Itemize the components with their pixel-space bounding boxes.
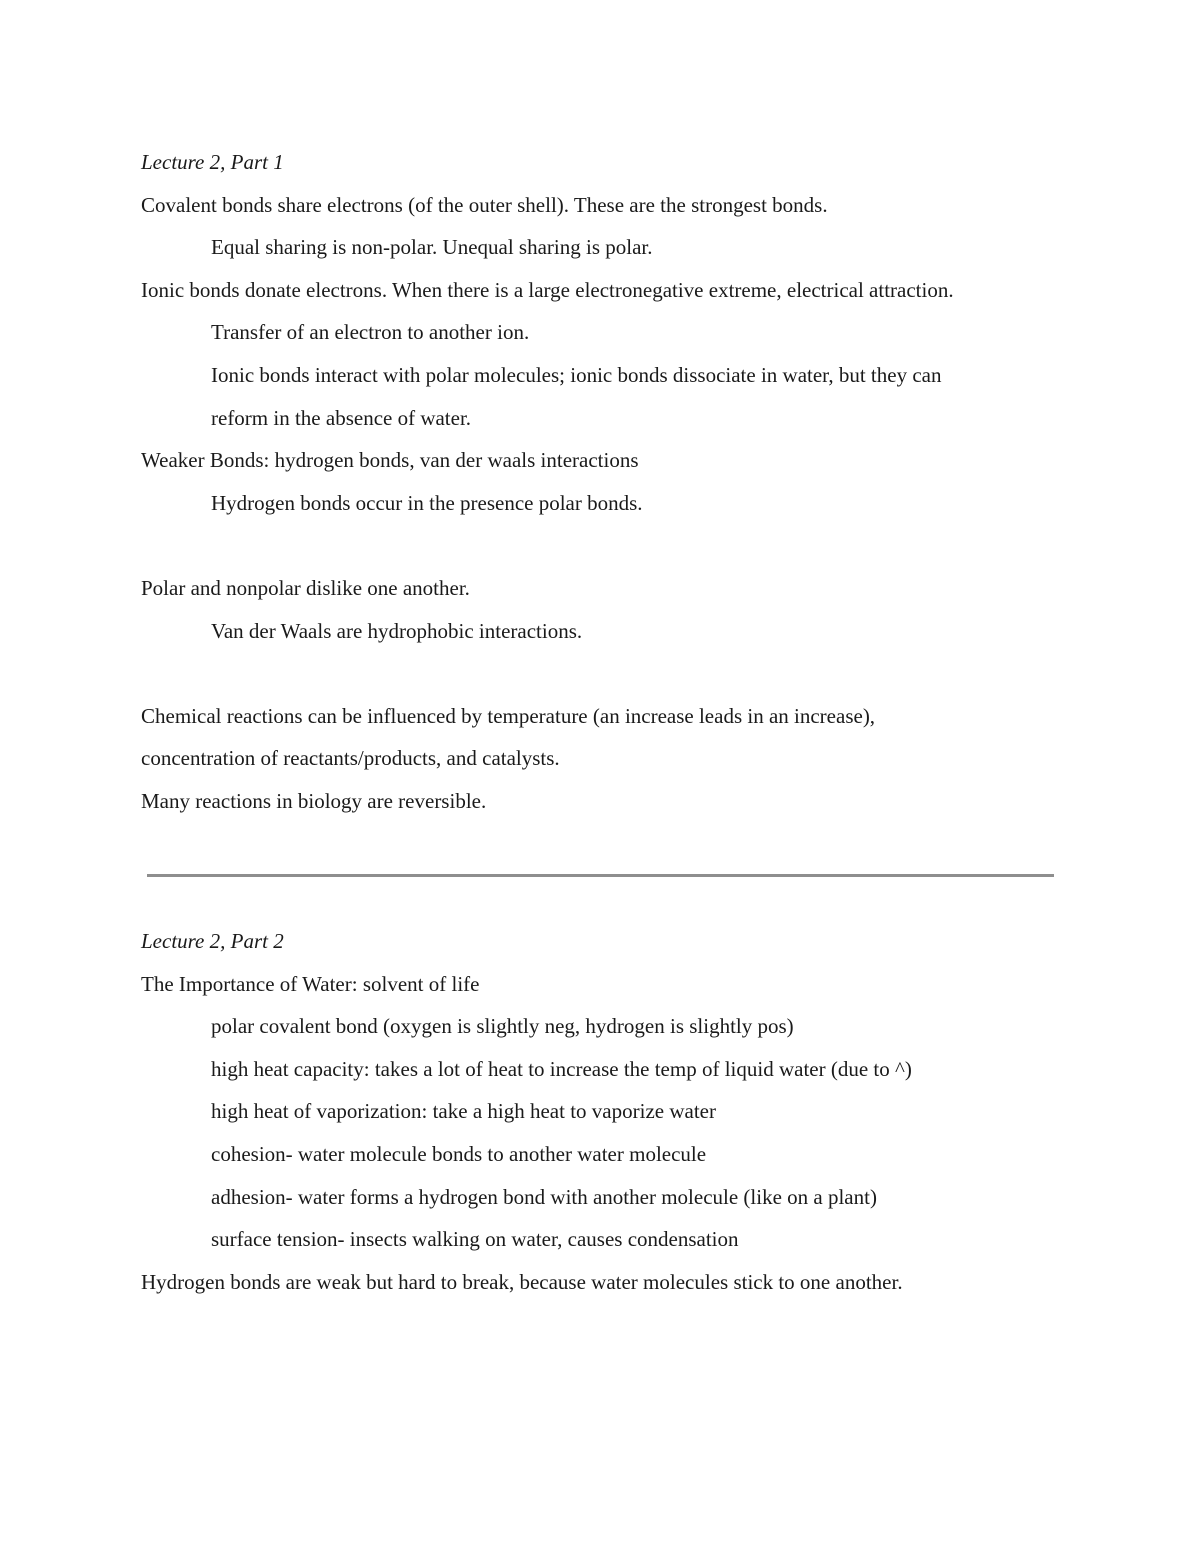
- text-line: Polar and nonpolar dislike one another.: [141, 575, 470, 600]
- section-heading: Lecture 2, Part 1: [141, 150, 284, 174]
- section-heading: Lecture 2, Part 2: [141, 929, 284, 953]
- indented-text-line: surface tension- insects walking on water, causes condensation: [211, 1227, 739, 1252]
- text-line: concentration of reactants/products, and catalysts.: [141, 746, 560, 771]
- text-line: Chemical reactions can be influenced by temperature (an increase leads in an increase),: [141, 703, 876, 728]
- lecture-2-part-2-section: [141, 920, 1061, 1303]
- indented-text-line: polar covalent bond (oxygen is slightly neg, hydrogen is slightly pos): [211, 1014, 794, 1039]
- indented-text-line: high heat capacity: takes a lot of heat to increase the temp of liquid water (due to ^): [211, 1056, 912, 1081]
- text-line: Weaker Bonds: hydrogen bonds, van der waals interactions: [141, 448, 639, 473]
- indented-text-line: high heat of vaporization: take a high heat to vaporize water: [211, 1099, 716, 1124]
- indented-text-line: reform in the absence of water.: [211, 405, 472, 430]
- text-line: Many reactions in biology are reversible.: [141, 788, 487, 813]
- text-line: Ionic bonds donate electrons. When there is a large electronegative extreme, electrical attraction.: [141, 277, 954, 302]
- text-line: The Importance of Water: solvent of life: [141, 971, 480, 996]
- blank-line: [141, 652, 1061, 695]
- text-line: Covalent bonds share electrons (of the outer shell). These are the strongest bonds.: [141, 192, 828, 217]
- indented-text-line: Equal sharing is non-polar. Unequal sharing is polar.: [211, 235, 653, 260]
- indented-text-line: cohesion- water molecule bonds to another water molecule: [211, 1141, 707, 1166]
- indented-text-line: Transfer of an electron to another ion.: [211, 320, 530, 345]
- text-line: Hydrogen bonds are weak but hard to break, because water molecules stick to one another.: [141, 1269, 903, 1294]
- indented-text-line: Hydrogen bonds occur in the presence polar bonds.: [211, 490, 643, 515]
- indented-text-line: adhesion- water forms a hydrogen bond with another molecule (like on a plant): [211, 1184, 877, 1209]
- indented-text-line: Van der Waals are hydrophobic interactions.: [211, 618, 583, 643]
- indented-text-line: Ionic bonds interact with polar molecules; ionic bonds dissociate in water, but they can: [211, 362, 942, 387]
- horizontal-divider: [147, 874, 1054, 877]
- lecture-2-part-1-section: [141, 141, 1061, 823]
- blank-line: [141, 524, 1061, 567]
